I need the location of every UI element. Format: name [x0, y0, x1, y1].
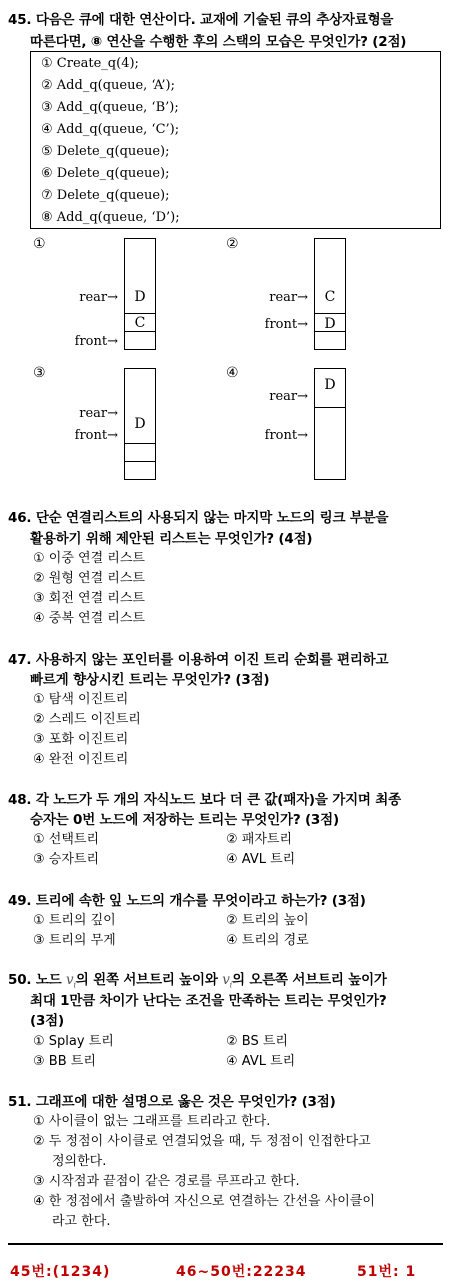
- q49-option-4: ④ 트리의 경로: [226, 933, 309, 948]
- q45-code-box: [30, 51, 441, 229]
- choice-2-rear: rear→: [269, 290, 308, 305]
- code-line-3: ③ Add_q(queue, ‘B’);: [41, 100, 179, 115]
- q50-vi-symbol-1: $v_i$: [66, 972, 76, 990]
- q47-title-line1: 47. 사용하지 않는 포인터를 이용하여 이진 트리 순회를 편리하고: [8, 652, 389, 668]
- q48-option-4: ④ AVL 트리: [226, 852, 296, 867]
- q47-option-1: ① 탐색 이진트리: [33, 692, 129, 707]
- q51-title-line1: 51. 그래프에 대한 설명으로 옳은 것은 무엇인가? (3점): [8, 1094, 336, 1110]
- q46-option-2: ② 원형 연결 리스트: [33, 571, 145, 586]
- choice-1-cell-top: D: [134, 289, 146, 305]
- q49-option-1: ① 트리의 깊이: [33, 913, 116, 928]
- q47-option-3: ③ 포화 이진트리: [33, 732, 129, 747]
- q47-title-line2: 빠르게 향상시킨 트리는 무엇인가? (3점): [30, 672, 270, 688]
- choice-1-cell-mid: C: [134, 315, 146, 331]
- q45-title-line2: 따른다면, ⑧ 연산을 수행한 후의 스택의 모습은 무엇인가? (2점): [30, 34, 407, 50]
- q51-option-1: ① 사이클이 없는 그래프를 트리라고 한다.: [33, 1114, 271, 1129]
- choice-3-num: ③: [33, 365, 46, 381]
- q51-option-2-line2: 정의한다.: [52, 1154, 107, 1169]
- answer-key-51: 51번: 1: [357, 1264, 417, 1280]
- q48-title-line2: 승자는 0번 노드에 저장하는 트리는 무엇인가? (3점): [30, 812, 339, 828]
- choice-3-rear: rear→: [79, 406, 118, 421]
- q51-option-2-line1: ② 두 정점이 사이클로 연결되었을 때, 두 정점이 인접한다고: [33, 1134, 371, 1149]
- q50-title-part-c: 의 오른쪽 서브트리 높이가: [232, 972, 387, 988]
- code-line-1: ① Create_q(4);: [41, 56, 139, 71]
- code-line-5: ⑤ Delete_q(queue);: [41, 144, 170, 159]
- q47-option-2: ② 스레드 이진트리: [33, 712, 141, 727]
- code-line-8: ⑧ Add_q(queue, ‘D’);: [41, 210, 180, 225]
- choice-1-num: ①: [33, 236, 46, 252]
- code-line-4: ④ Add_q(queue, ‘C’);: [41, 122, 180, 137]
- q48-option-3: ③ 승자트리: [33, 852, 100, 867]
- q50-title-line3: (3점): [30, 1013, 64, 1029]
- q48-title-line1: 48. 각 노드가 두 개의 자식노드 보다 더 큰 값(패자)을 가지며 최종: [8, 792, 401, 808]
- choice-2-cell-mid: D: [324, 316, 336, 332]
- q46-option-4: ④ 중복 연결 리스트: [33, 611, 145, 626]
- choice-2-num: ②: [226, 236, 239, 252]
- choice-4-num: ④: [226, 365, 239, 381]
- q46-title-line1: 46. 단순 연결리스트의 사용되지 않는 마지막 노드의 링크 부분을: [8, 510, 389, 526]
- q46-option-3: ③ 회전 연결 리스트: [33, 591, 145, 606]
- choice-2-cell-top: C: [324, 289, 336, 305]
- q50-title-line2: 최대 1만큼 차이가 난다는 조건을 만족하는 트리는 무엇인가?: [30, 993, 387, 1009]
- q51-option-4-line1: ④ 한 정점에서 출발하여 자신으로 연결하는 간선을 사이클이: [33, 1194, 375, 1209]
- code-line-2: ② Add_q(queue, ‘A’);: [41, 78, 175, 93]
- choice-4-cell: D: [324, 377, 336, 393]
- q49-option-3: ③ 트리의 무게: [33, 933, 116, 948]
- q49-option-2: ② 트리의 높이: [226, 913, 309, 928]
- q47-option-4: ④ 완전 이진트리: [33, 752, 129, 767]
- q45-title-line1: 45. 다음은 큐에 대한 연산이다. 교재에 기술된 큐의 추상자료형을: [8, 12, 394, 28]
- choice-1-rear: rear→: [79, 290, 118, 305]
- choice-2-front: front→: [264, 317, 308, 332]
- q50-title-line1: [8, 968, 387, 990]
- answer-key-45: 45번:(1234): [10, 1264, 111, 1280]
- choice-1-front: front→: [74, 334, 118, 349]
- q50-option-3: ③ BB 트리: [33, 1054, 96, 1069]
- q48-option-1: ① 선택트리: [33, 832, 100, 847]
- q50-option-4: ④ AVL 트리: [226, 1054, 296, 1069]
- code-line-6: ⑥ Delete_q(queue);: [41, 166, 170, 181]
- q46-option-1: ① 이중 연결 리스트: [33, 551, 145, 566]
- choice-4-front: front→: [264, 428, 308, 443]
- choice-3-front: front→: [74, 428, 118, 443]
- q51-option-3: ③ 시작점과 끝점이 같은 경로를 루프라고 한다.: [33, 1174, 300, 1189]
- q49-title-line1: 49. 트리에 속한 잎 노드의 개수를 무엇이라고 하는가? (3점): [8, 893, 366, 909]
- choice-3-cell: D: [134, 416, 146, 432]
- q46-title-line2: 활용하기 위해 제안된 리스트는 무엇인가? (4점): [30, 531, 313, 547]
- q50-option-1: ① Splay 트리: [33, 1034, 114, 1049]
- q50-option-2: ② BS 트리: [226, 1034, 288, 1049]
- choice-4-rear: rear→: [269, 389, 308, 404]
- q50-title-part-b: 의 왼쪽 서브트리 높이와: [75, 972, 223, 988]
- q48-option-2: ② 패자트리: [226, 832, 293, 847]
- q50-vi-symbol-2: $v_i$: [222, 972, 233, 990]
- footer-divider: [8, 1243, 443, 1245]
- q51-option-4-line2: 라고 한다.: [52, 1214, 111, 1229]
- answer-key-46-50: 46~50번:22234: [176, 1264, 307, 1280]
- code-line-7: ⑦ Delete_q(queue);: [41, 188, 170, 203]
- q50-title-part-a: 50. 노드: [8, 972, 66, 988]
